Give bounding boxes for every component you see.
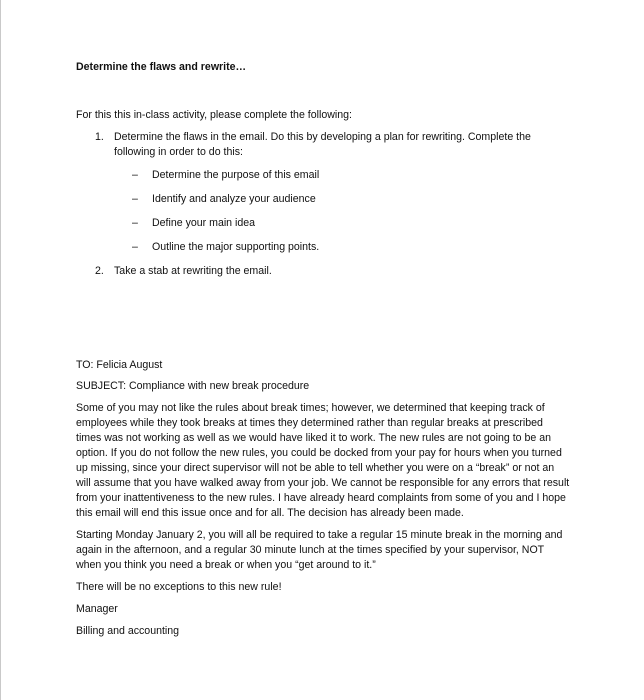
instruction-step-2 bbox=[76, 264, 570, 279]
email-signature-department: Billing and accounting bbox=[76, 625, 180, 637]
dash-bullet: – bbox=[132, 241, 138, 253]
dash-bullet: – bbox=[132, 217, 138, 229]
instructions-intro: For this this in-class activity, please complete the following: bbox=[76, 109, 352, 121]
email-paragraph-2: Starting Monday January 2, you will all be required to take a regular 15 minute break in the morning and again in the afternoon, and a regular 30 minute lunch at the times specified by your supervisor, NOT when you think you need a break or when you “get around to it.” bbox=[76, 529, 563, 571]
email-closing-line: There will be no exceptions to this new rule! bbox=[76, 581, 282, 593]
email-paragraph-1: Some of you may not like the rules about break times; however, we determined that keeping track of employees while they took breaks at times they determined rather than regular breaks at prescribed times was not working as well as we would have liked it to work. The new rules are not going to be an option. If you do not follow the new rules, you could be docked from your pay for hours when you turned up missing, since your direct supervisor will not be able to tell whether you were on a “break” or not an will assume that you have walked away from your job. We cannot be responsible for any errors that result from your inattentiveness to the new rules. I have already heard complaints from some of you and I hope this email will end this issue once and for all. The decision has already been made. bbox=[76, 402, 570, 519]
step-number: 1. bbox=[95, 131, 104, 143]
email-subject-line: SUBJECT: Compliance with new break procedure bbox=[76, 380, 310, 392]
list-item bbox=[114, 216, 570, 231]
bullet-text: Identify and analyze your audience bbox=[152, 193, 316, 205]
page-left-edge bbox=[0, 0, 1, 700]
bullet-text: Determine the purpose of this email bbox=[152, 169, 320, 181]
document-heading: Determine the flaws and rewrite… bbox=[76, 61, 247, 73]
email-to-line: TO: Felicia August bbox=[76, 359, 163, 371]
dash-bullet: – bbox=[132, 169, 138, 181]
planning-bullet-list bbox=[114, 168, 570, 255]
step-text: Take a stab at rewriting the email. bbox=[114, 265, 272, 277]
instruction-step-1 bbox=[76, 130, 570, 255]
bullet-text: Define your main idea bbox=[152, 217, 256, 229]
list-item bbox=[114, 168, 570, 183]
email-signature-title: Manager bbox=[76, 603, 118, 615]
step-number: 2. bbox=[95, 265, 104, 277]
instruction-steps bbox=[76, 130, 570, 279]
list-item bbox=[114, 192, 570, 207]
document-body bbox=[76, 60, 570, 645]
email-body bbox=[76, 358, 570, 639]
list-item bbox=[114, 240, 570, 255]
bullet-text: Outline the major supporting points. bbox=[152, 241, 320, 253]
step-text: Determine the flaws in the email. Do this by developing a plan for rewriting. Complete the following in order to do this: bbox=[114, 131, 531, 158]
dash-bullet: – bbox=[132, 193, 138, 205]
